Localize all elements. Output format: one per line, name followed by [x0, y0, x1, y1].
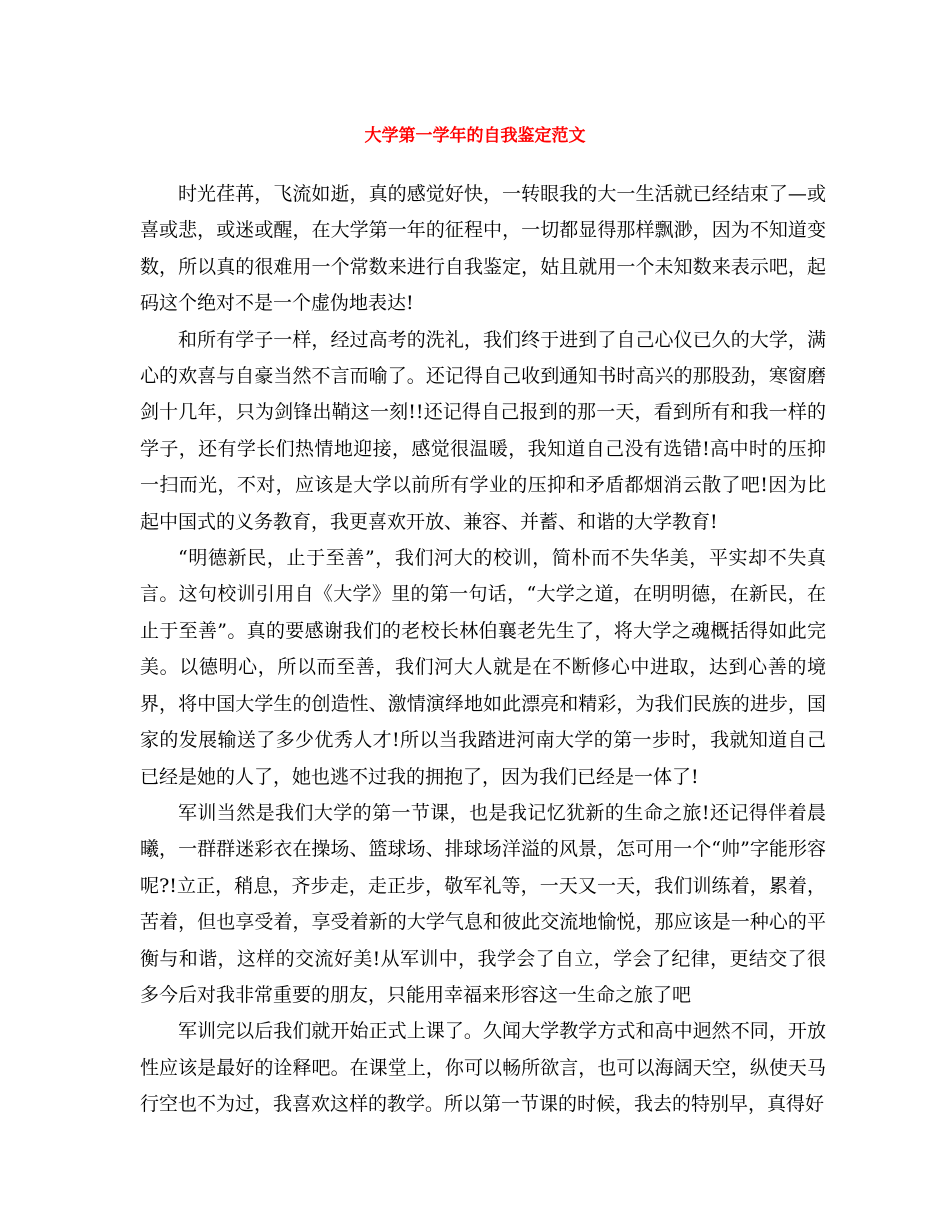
paragraph-4: 军训当然是我们大学的第一节课，也是我记忆犹新的生命之旅!还记得伴着晨曦，一群群迷彩衣在操场、篮球场、排球场洋溢的风景，怎可用一个“帅”字能形容呢?!立正，稍息，齐步走，走正步，敬军礼等，一天又一天，我们训练着，累着，苦着，但也享受着，享受着新的大学气息和彼此交流地愉悦，那应该是一种心的平衡与和谐，这样的交流好美!从军训中，我学会了自立，学会了纪律，更结交了很多今后对我非常重要的朋友，只能用幸福来形容这一生命之旅了吧 [140, 801, 826, 1006]
paragraph-1: 时光荏苒，飞流如逝，真的感觉好快，一转眼我的大一生活就已经结束了—或喜或悲，或迷或醒，在大学第一年的征程中，一切都显得那样飘渺，因为不知道变数，所以真的很难用一个常数来进行自我鉴定，姑且就用一个未知数来表示吧，起码这个绝对不是一个虚伪地表达! [140, 183, 826, 315]
paragraph-3: “明德新民，止于至善”，我们河大的校训，简朴而不失华美，平实却不失真言。这句校训引用自《大学》里的第一句话，“大学之道，在明明德，在新民，在止于至善”。真的要感谢我们的老校长林伯襄老先生了，将大学之魂概括得如此完美。以德明心，所以而至善，我们河大人就是在不断修心中进取，达到心善的境界，将中国大学生的创造性、激情演绎地如此漂亮和精彩，为我们民族的进步，国家的发展输送了多少优秀人才!所以当我踏进河南大学的第一步时，我就知道自己已经是她的人了，她也逃不过我的拥抱了，因为我们已经是一体了! [140, 547, 826, 788]
paragraph-5: 军训完以后我们就开始正式上课了。久闻大学教学方式和高中迥然不同，开放性应该是最好的诠释吧。在课堂上，你可以畅所欲言，也可以海阔天空，纵使天马行空也不为过，我喜欢这样的教学。所以第一节课的时候，我去的特别早，真得好 [140, 1020, 826, 1116]
document-title: 大学第一学年的自我鉴定范文 [364, 126, 586, 146]
document-body [140, 176, 826, 1123]
paragraph-2: 和所有学子一样，经过高考的洗礼，我们终于进到了自己心仪已久的大学，满心的欢喜与自豪当然不言而喻了。还记得自己收到通知书时高兴的那股劲，寒窗磨剑十几年，只为剑锋出鞘这一刻!!还记得自己报到的那一天，看到所有和我一样的学子，还有学长们热情地迎接，感觉很温暖，我知道自己没有选错!高中时的压抑一扫而光，不对，应该是大学以前所有学业的压抑和矛盾都烟消云散了吧!因为比起中国式的义务教育，我更喜欢开放、兼容、并蓄、和谐的大学教育! [140, 328, 826, 533]
